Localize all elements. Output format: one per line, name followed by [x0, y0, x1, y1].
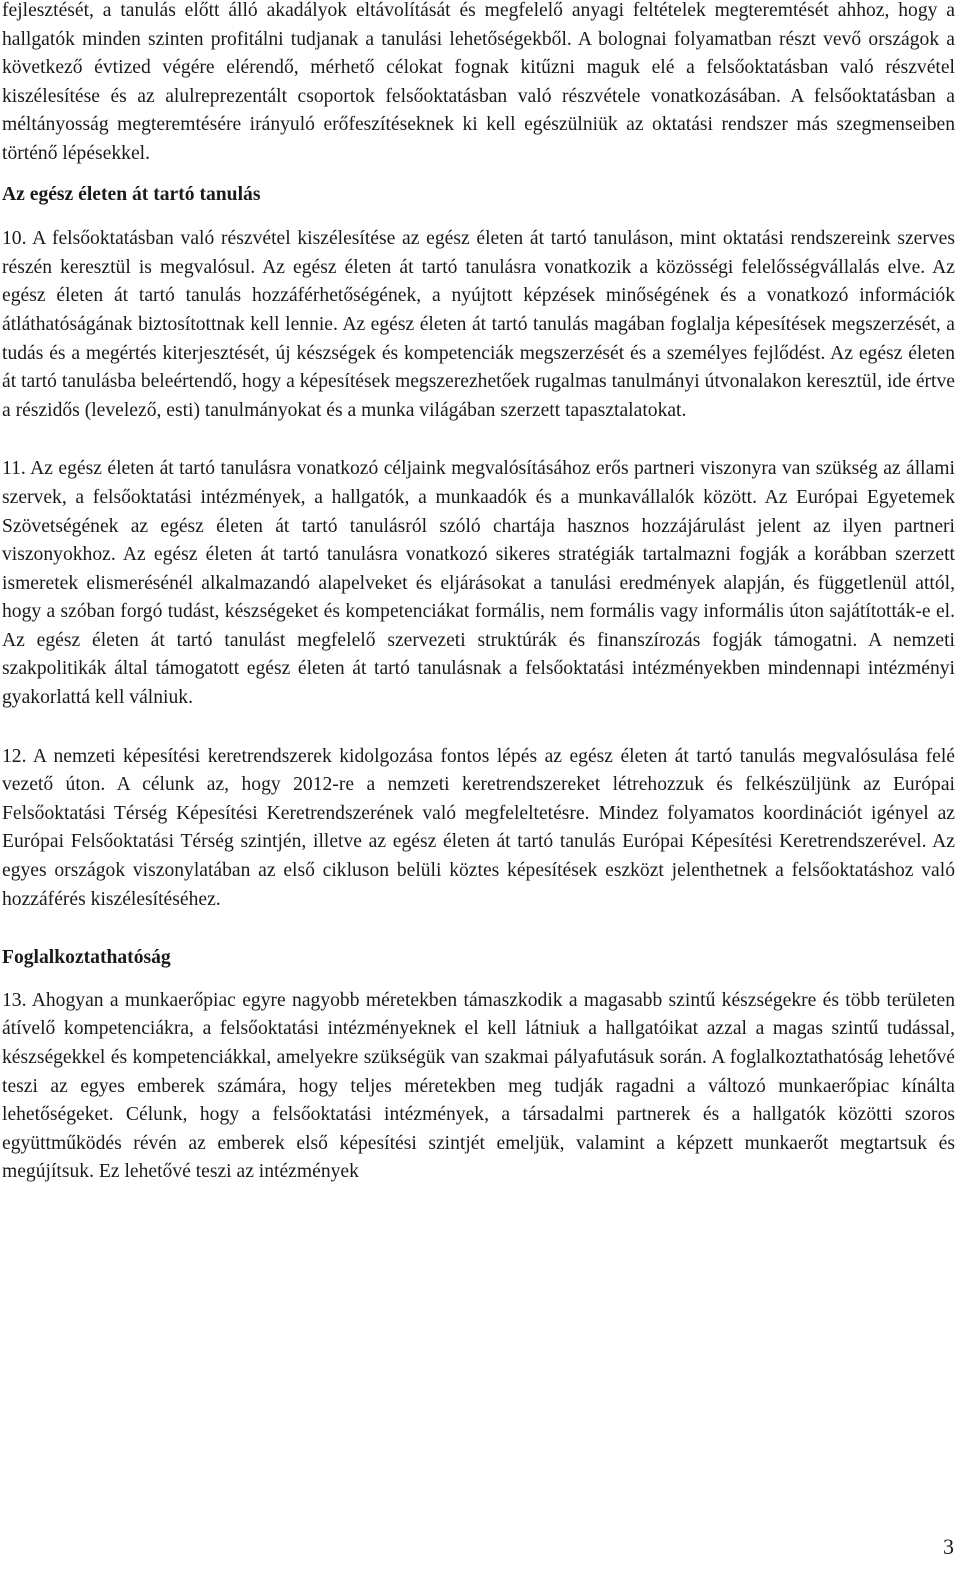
spacer	[2, 169, 955, 181]
intro-paragraph: fejlesztését, a tanulás előtt álló akadályok eltávolítását és megfelelő anyagi feltételek megteremtését ahhoz, hogy a hallgatók minden szinten profitálni tudjanak a tanulási lehetőségekből. A bolognai folyamatban részt vevő országok a következő évtized végére elérendő, mérhető célokat fognak kitűzni maguk elé a felsőoktatásban való részvétel kiszélesítése és az alulreprezentált csoportok felsőoktatásban való részvétele vonatkozásában. A felsőoktatásban a méltányosság megteremtésére irányuló erőfeszítéseknek ki kell egészülniük az oktatási rendszer más szegmenseiben történő lépésekkel.	[2, 0, 955, 164]
paragraph-11: 11. Az egész életen át tartó tanulásra vonatkozó céljaink megvalósításához erős partneri viszonyra van szükség az állami szervek, a felsőoktatási intézmények, a hallgatók, a munkaadók és a munkavállalók között. Az Európai Egyetemek Szövetségének az egész életen át tartó tanulásról szóló chartája hasznos hozzájárulást jelent az ilyen partneri viszonyokhoz. Az egész életen át tartó tanulásra vonatkozó sikeres stratégiák tartalmazni fogják a korábban szerzett ismeretek elismerésénél alkalmazandó alapelveket és eljárásokat a tanulási eredmények alapján, és függetlenül attól, hogy a szóban forgó tudást, készségeket és kompetenciákat formális, nem formális vagy informális úton sajátították-e el. Az egész életen át tartó tanulást megfelelő szervezeti struktúrák és finanszírozás fogják támogatni. A nemzeti szakpolitikák által támogatott egész életen át tartó tanulásnak a felsőoktatási intézményekben mindennapi intézményi gyakorlattá kell válniuk.	[2, 458, 955, 709]
spacer	[2, 209, 955, 225]
document-page	[2, 0, 955, 1187]
paragraph-12: 12. A nemzeti képesítési keretrendszerek kidolgozása fontos lépés az egész életen át tartó tanulás megvalósulása felé vezető úton. A célunk az, hogy 2012-re a nemzeti keretrendszereket létrehozzuk és felkészüljünk az Európai Felsőoktatási Térség Képesítési Keretrendszerének való megfeleltetésre. Mindez folyamatos koordinációt igényel az Európai Felsőoktatási Térség szintjén, illetve az egész életen át tartó tanulás Európai Képesítési Keretrendszerével. Az egyes országok viszonylatában az első cikluson belüli köztes képesítések eszközt jelenthetnek a felsőoktatáshoz való hozzáférés kiszélesítéséhez.	[2, 745, 955, 910]
section-heading-employability: Foglalkoztathatóság	[2, 947, 171, 969]
section-heading-lifelong-learning: Az egész életen át tartó tanulás	[2, 183, 261, 205]
spacer	[2, 713, 955, 743]
spacer	[2, 973, 955, 987]
spacer	[2, 425, 955, 455]
paragraph-13: 13. Ahogyan a munkaerőpiac egyre nagyobb méretekben támaszkodik a magasabb szintű készségekre és több területen átívelő kompetenciákra, a felsőoktatási intézményeknek el kell látniuk a hallgatóikat azzal a magas szintű tudással, készségekkel és kompetenciákkal, amelyekre szükségük van szakmai pályafutásuk során. A foglalkoztathatóság lehetővé teszi az egyes emberek számára, hogy teljes méretekben meg tudják ragadni a változó munkaerőpiac kínálta lehetőségeket. Célunk, hogy a felsőoktatási intézmények, a társadalmi partnerek és a hallgatók közötti szoros együttműködés révén az emberek első képesítési szintjét emeljük, valamint a képzett munkaerőt megtartsuk és megújítsuk. Ez lehetővé teszi az intézmények	[2, 989, 955, 1183]
spacer	[2, 914, 955, 944]
page-number: 3	[943, 1534, 954, 1559]
paragraph-10: 10. A felsőoktatásban való részvétel kiszélesítése az egész életen át tartó tanuláson, mint oktatási rendszereink szerves részén keresztül is megvalósul. Az egész életen át tartó tanulásra vonatkozik a közösségi felelősségvállalás elve. Az egész életen át tartó tanulás hozzáférhetőségének, a nyújtott képzések minőségének és a vonatkozó információk átláthatóságának biztosítottnak kell lennie. Az egész életen át tartó tanulás magában foglalja képesítések megszerzését, a tudás és a megértés kiterjesztését, új készségek és kompetenciák megszerzését és a személyes fejlődést. Az egész életen át tartó tanulásba beleértendő, hogy a képesítések megszerezhetőek rugalmas tanulmányi útvonalakon keresztül, ide értve a részidős (levelező, esti) tanulmányokat és a munka világában szerzett tapasztalatokat.	[2, 228, 955, 421]
